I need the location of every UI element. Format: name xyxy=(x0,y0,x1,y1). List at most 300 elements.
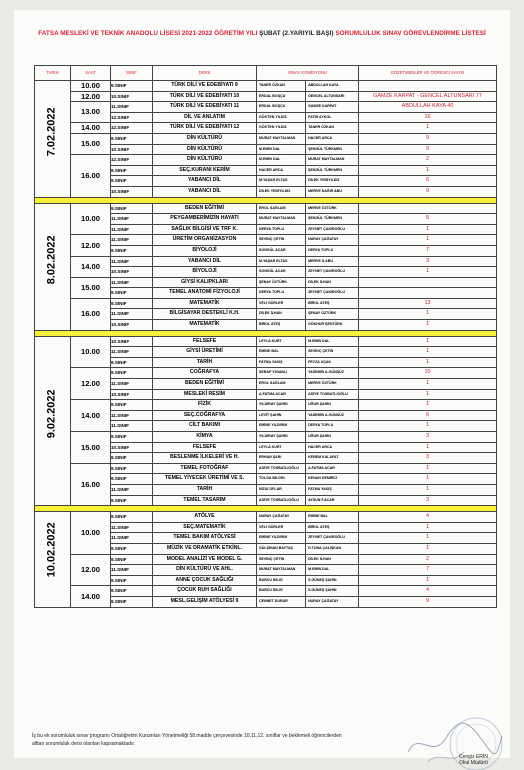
committee-member-2: GAMZE KARPAT xyxy=(308,104,337,109)
header-committee: SINAV KOMİSYONU xyxy=(257,66,359,81)
committee-member-2: FATİH AYKOL xyxy=(308,114,332,119)
header-class: SINIF xyxy=(111,66,153,81)
proctor-student-count: 1 xyxy=(359,336,497,347)
table-row xyxy=(35,203,497,214)
committee-members xyxy=(257,586,358,596)
subject-name: TEMEL BAKIM ATÖLYESİ xyxy=(153,533,257,544)
exam-time: 15.00 xyxy=(71,432,111,464)
proctor-student-count: 1 xyxy=(359,320,497,331)
exam-time: 15.00 xyxy=(71,133,111,154)
exam-schedule-table xyxy=(34,65,497,608)
subject-name: MODEL ANALİZİ VE MODEL G. xyxy=(153,554,257,565)
proctor-student-count: 1 xyxy=(359,474,497,485)
committee-member-1: LEYLA KURT xyxy=(257,443,306,453)
subject-name: SEÇ.MATEMATİK xyxy=(153,522,257,533)
proctor-student-count: 1 xyxy=(359,575,497,586)
proctor-student-count: 2 xyxy=(359,155,497,166)
subject-name: ATÖLYE xyxy=(153,512,257,523)
document-title xyxy=(14,30,510,37)
committee-cell xyxy=(257,320,359,331)
committee-cell xyxy=(257,389,359,400)
table-row xyxy=(35,586,497,597)
committee-cell xyxy=(257,565,359,576)
committee-member-2: TANER ÖZKAN xyxy=(308,125,334,130)
committee-members xyxy=(257,523,358,533)
table-row xyxy=(35,91,497,102)
subject-name: DİN KÜLTÜRÜ xyxy=(153,133,257,144)
proctor-student-count: 7 xyxy=(359,245,497,256)
committee-cell xyxy=(257,102,359,113)
header-proctors: GÖZETMENLER VE ÖĞRENCİ SAYISI xyxy=(359,66,497,81)
subject-name: TÜRK DİLİ VE EDEBİYATI 11 xyxy=(153,102,257,113)
committee-member-1: MURAT MAYTALMAN xyxy=(257,565,306,575)
committee-member-1: GÖKTEN YILDIZ xyxy=(257,123,306,133)
committee-member-2: FATMA YAKIŞ xyxy=(308,486,332,491)
table-row xyxy=(35,512,497,523)
committee-members xyxy=(257,145,358,155)
table-row xyxy=(35,432,497,443)
committee-members xyxy=(257,187,358,197)
committee-members xyxy=(257,565,358,575)
committee-member-1: EMİNE YILDIRIM xyxy=(257,533,306,543)
committee-cell xyxy=(257,421,359,432)
committee-member-1: BURCU BİLGİ xyxy=(257,576,306,586)
exam-time: 16.00 xyxy=(71,298,111,330)
committee-members xyxy=(257,411,358,421)
committee-member-1: EROL SAĞLAM xyxy=(257,379,306,389)
committee-cell xyxy=(257,453,359,464)
subject-name: GİYSİ ÜRETİMİ xyxy=(153,347,257,358)
class-level: 9.SINIF xyxy=(111,586,153,597)
committee-cell xyxy=(257,186,359,197)
committee-member-1: EMİNE BAL xyxy=(257,347,306,357)
header-date: TARİH xyxy=(35,66,71,81)
committee-member-1: DİLEK YEDİYILDIZ xyxy=(257,187,306,197)
committee-member-2: ASİYE TOSBATLIOĞLU xyxy=(308,391,348,396)
class-level: 9.SINIF xyxy=(111,554,153,565)
exam-date-cell xyxy=(35,512,71,607)
class-level: 10.SINIF xyxy=(111,186,153,197)
proctor-student-count: 13 xyxy=(359,298,497,309)
class-level: 9.SINIF xyxy=(111,176,153,187)
class-level: 9.SINIF xyxy=(111,81,153,92)
committee-member-1: M.EMİN DAL xyxy=(257,145,306,155)
committee-cell xyxy=(257,203,359,214)
committee-members xyxy=(257,512,358,522)
subject-name: DİN KÜLTÜRÜ VE AHL. xyxy=(153,565,257,576)
committee-cell xyxy=(257,112,359,123)
proctor-student-count: 1 xyxy=(359,357,497,368)
committee-members xyxy=(257,166,358,176)
subject-name: TEMEL TASARIM xyxy=(153,495,257,506)
committee-member-2: ABDULLAH KAYA xyxy=(308,83,339,87)
class-level: 11.SINIF xyxy=(111,347,153,358)
committee-cell xyxy=(257,235,359,246)
committee-cell xyxy=(257,214,359,225)
exam-time: 14.00 xyxy=(71,586,111,607)
proctor-student-count: GAMZE KARPAT - GENCEL ALTUNSARI 77 xyxy=(359,91,497,102)
class-level: 9.SINIF xyxy=(111,596,153,607)
committee-cell xyxy=(257,522,359,533)
committee-members xyxy=(257,337,358,347)
proctor-student-count: 5 xyxy=(359,214,497,225)
proctor-student-count: 1 xyxy=(359,463,497,474)
committee-member-1: YILDIRAY ŞAHİN xyxy=(257,400,306,410)
subject-name: CİLT BAKIMI xyxy=(153,421,257,432)
proctor-student-count: 1 xyxy=(359,442,497,453)
table-row xyxy=(35,123,497,134)
committee-members xyxy=(257,485,358,495)
committee-members xyxy=(257,278,358,288)
table-row xyxy=(35,81,497,92)
proctor-student-count: 1 xyxy=(359,543,497,554)
subject-name: MESL.GELİŞİM ATÖLYESİ 9 xyxy=(153,596,257,607)
exam-time: 12.00 xyxy=(71,554,111,586)
subject-name: FELSEFE xyxy=(153,442,257,453)
committee-cell xyxy=(257,554,359,565)
subject-name: DİL VE ANLATIM xyxy=(153,112,257,123)
committee-member-2: D.TUNA ÇALIŞKAN xyxy=(308,545,342,550)
exam-date: 9.02.2022 xyxy=(45,389,58,439)
committee-member-2: ŞENGÜL TÜRKMEN xyxy=(308,146,342,151)
committee-members xyxy=(257,155,358,165)
committee-cell xyxy=(257,543,359,554)
proctor-student-count: 4 xyxy=(359,586,497,597)
committee-member-1: M.EMİN DAL xyxy=(257,155,306,165)
subject-name: BİLGİSAYAR DESTEKLİ K.H. xyxy=(153,309,257,320)
class-level: 9.SINIF xyxy=(111,368,153,379)
proctor-student-count: 1 xyxy=(359,347,497,358)
subject-name: YABANCI DİL xyxy=(153,176,257,187)
committee-members xyxy=(257,299,358,309)
class-level: 11.SINIF xyxy=(111,224,153,235)
committee-member-1: ERDAL BOŞÇU xyxy=(257,102,306,112)
committee-member-1: VELİ GÜRLER xyxy=(257,299,306,309)
committee-cell xyxy=(257,442,359,453)
committee-cell xyxy=(257,596,359,607)
proctor-student-count: 10 xyxy=(359,368,497,379)
proctor-student-count: 9 xyxy=(359,186,497,197)
signer-name: Cengiz ERİN xyxy=(459,754,488,760)
proctor-student-count: 4 xyxy=(359,512,497,523)
committee-member-1: DİLEK İLHAN xyxy=(257,309,306,319)
committee-members xyxy=(257,533,358,543)
committee-member-2: EMİNE BAL xyxy=(308,514,328,519)
committee-cell xyxy=(257,533,359,544)
committee-member-2: ŞENGÜL TÜRKMEN xyxy=(308,216,342,221)
committee-members xyxy=(257,368,358,378)
committee-member-2: S.GÜNEŞ ŞAHİN xyxy=(308,577,337,582)
footer-note xyxy=(32,732,452,748)
subject-name: DİN KÜLTÜRÜ xyxy=(153,144,257,155)
table-row xyxy=(35,256,497,267)
committee-members xyxy=(257,544,358,554)
proctor-student-count: 1 xyxy=(359,400,497,411)
subject-name: FELSEFE xyxy=(153,336,257,347)
proctor-student-count xyxy=(359,288,497,299)
committee-member-1: ERHAN ŞARI xyxy=(257,453,306,463)
class-level: 9.SINIF xyxy=(111,543,153,554)
table-row xyxy=(35,102,497,113)
exam-time: 10.00 xyxy=(71,81,111,92)
committee-cell xyxy=(257,309,359,320)
committee-member-2: FEYZA UÇAK xyxy=(308,359,332,364)
table-row xyxy=(35,368,497,379)
committee-member-2: DİLEK İLHAN xyxy=(308,556,331,561)
class-level: 9.SINIF xyxy=(111,463,153,474)
subject-name: MATEMATİK xyxy=(153,298,257,309)
proctor-student-count: 7 xyxy=(359,565,497,576)
committee-member-2: DİLEK YEDİYILDIZ xyxy=(308,178,340,183)
committee-members xyxy=(257,225,358,235)
committee-member-2: SEVİNÇ ÇETİN xyxy=(308,349,334,354)
committee-member-1: LEYLA KURT xyxy=(257,337,306,347)
proctor-student-count: 9 xyxy=(359,596,497,607)
table-header-row xyxy=(35,66,497,81)
subject-name: YABANCI DİL xyxy=(153,256,257,267)
committee-member-2: ZEYNET ÇAKIROĞLU xyxy=(308,269,346,274)
committee-cell xyxy=(257,91,359,102)
table-row xyxy=(35,463,497,474)
exam-time: 16.00 xyxy=(71,155,111,197)
committee-members xyxy=(257,496,358,506)
committee-members xyxy=(257,320,358,330)
exam-time: 14.00 xyxy=(71,256,111,277)
committee-member-2: MERVE SAĞIR ABU xyxy=(308,188,342,193)
committee-cell xyxy=(257,165,359,176)
committee-member-2: BİROL ATEŞ xyxy=(308,524,330,529)
committee-cell xyxy=(257,176,359,187)
class-level: 9.SINIF xyxy=(111,400,153,411)
proctor-student-count: 1 xyxy=(359,267,497,278)
subject-name: SAĞLIK BİLGİSİ VE TRF K. xyxy=(153,224,257,235)
proctor-student-count xyxy=(359,81,497,92)
proctor-student-count: 1 xyxy=(359,235,497,246)
committee-members xyxy=(257,390,358,400)
committee-member-2: BİROL ATEŞ xyxy=(308,300,330,305)
proctor-student-count: 3 xyxy=(359,495,497,506)
subject-name: TEMEL ANATOMİ FİZYOLOJİ xyxy=(153,288,257,299)
proctor-student-count: 6 xyxy=(359,410,497,421)
subject-name: MÜZİK VE DRAMATİK ETKİNL. xyxy=(153,543,257,554)
committee-member-1: NİZAİ OFLAR xyxy=(257,485,306,495)
committee-member-2: UĞUR ŞAHİN xyxy=(308,434,331,438)
committee-members xyxy=(257,432,358,442)
proctor-student-count: 3 xyxy=(359,256,497,267)
committee-members xyxy=(257,267,358,277)
exam-time: 10.00 xyxy=(71,512,111,554)
footer-line-2: alttan sorumluluk dersi olanları kapsamaktadır. xyxy=(32,741,136,747)
class-level: 10.SINIF xyxy=(111,267,153,278)
committee-member-1: DERYA TOPLU xyxy=(257,288,306,298)
proctor-student-count xyxy=(359,203,497,214)
exam-date: 7.02.2022 xyxy=(45,107,58,157)
committee-member-1: SONGÜL ACAR xyxy=(257,246,306,256)
committee-cell xyxy=(257,357,359,368)
class-level: 10.SINIF xyxy=(111,91,153,102)
subject-name: MATEMATİK xyxy=(153,320,257,331)
committee-cell xyxy=(257,224,359,235)
subject-name: YABANCI DİL xyxy=(153,186,257,197)
class-level: 10.SINIF xyxy=(111,442,153,453)
exam-date-cell xyxy=(35,81,71,198)
committee-members xyxy=(257,474,358,484)
committee-member-2: GENCEL ALTUNSARI xyxy=(308,93,345,98)
committee-member-2: ZEYNET ÇAKIROĞLU xyxy=(308,535,346,540)
committee-member-1: ERDAL BOŞÇU xyxy=(257,92,306,102)
proctor-student-count: 1 xyxy=(359,522,497,533)
subject-name: TARİH xyxy=(153,357,257,368)
committee-members xyxy=(257,102,358,112)
proctor-student-count: 1 xyxy=(359,309,497,320)
subject-name: TÜRK DİLİ VE EDEBİYATI 9 xyxy=(153,81,257,92)
subject-name: TARİH xyxy=(153,484,257,495)
class-level: 9.SINIF xyxy=(111,432,153,443)
class-level: 11.SINIF xyxy=(111,410,153,421)
class-level: 9.SINIF xyxy=(111,245,153,256)
committee-cell xyxy=(257,347,359,358)
proctor-student-count: 1 xyxy=(359,533,497,544)
header-subject: DERS xyxy=(153,66,257,81)
subject-name: ÜRETİM ORGANİZASYON xyxy=(153,235,257,246)
committee-member-2: DERYA TOPLU xyxy=(308,423,334,428)
class-level: 12.SINIF xyxy=(111,155,153,166)
committee-cell xyxy=(257,288,359,299)
committee-cell xyxy=(257,144,359,155)
committee-member-2: GÖKHUR ŞENTÜRK xyxy=(308,322,343,327)
committee-member-1: NURAY ÇAĞATAY xyxy=(257,512,306,522)
class-level: 9.SINIF xyxy=(111,575,153,586)
exam-date: 8.02.2022 xyxy=(45,235,58,285)
proctor-student-count: 1 xyxy=(359,379,497,390)
committee-member-2: KENAN DEMİRCİ xyxy=(308,476,338,481)
subject-name: TÜRK DİLİ VE EDEBİYATI 12 xyxy=(153,123,257,134)
class-level: 9.SINIF xyxy=(111,357,153,368)
subject-name: SEÇ.COĞRAFYA xyxy=(153,410,257,421)
proctor-student-count: 16 xyxy=(359,112,497,123)
class-level: 9.SINIF xyxy=(111,495,153,506)
committee-member-1: MURAT MAYTALMAN xyxy=(257,214,306,224)
committee-member-1: SEVİNÇ ÇETİN xyxy=(257,235,306,245)
class-level: 10.SINIF xyxy=(111,389,153,400)
class-level: 11.SINIF xyxy=(111,379,153,390)
proctor-student-count: 1 xyxy=(359,389,497,400)
committee-members xyxy=(257,176,358,186)
committee-cell xyxy=(257,267,359,278)
committee-member-2: ŞENGÜL TÜRKMEN xyxy=(308,167,342,172)
class-level: 10.SINIF xyxy=(111,320,153,331)
committee-member-2: DERYA TOPLU xyxy=(308,247,334,252)
subject-name: BEDEN EĞİTİMİ xyxy=(153,379,257,390)
committee-member-2: NURAY ÇAĞATAY xyxy=(308,237,339,242)
exam-date: 10.02.2022 xyxy=(45,521,58,577)
signature-block xyxy=(459,754,488,766)
header-time: SAAT xyxy=(71,66,111,81)
exam-time: 15.00 xyxy=(71,277,111,298)
committee-member-2: ŞENAY ÖZTÜRK xyxy=(308,311,337,316)
table-row xyxy=(35,133,497,144)
exam-time: 16.00 xyxy=(71,463,111,505)
committee-cell xyxy=(257,379,359,390)
table-row xyxy=(35,336,497,347)
committee-member-2: AYSUN F.ACAR xyxy=(308,497,335,502)
committee-members xyxy=(257,81,358,91)
committee-member-1: YILDIRAY ŞAHİN xyxy=(257,432,306,442)
subject-name: BESLENME İLKELERİ VE H. xyxy=(153,453,257,464)
proctor-student-count: 3 xyxy=(359,453,497,464)
committee-cell xyxy=(257,432,359,443)
proctor-student-count: ABDULLAH KAYA 40 xyxy=(359,102,497,113)
class-level: 11.SINIF xyxy=(111,235,153,246)
committee-cell xyxy=(257,586,359,597)
committee-members xyxy=(257,235,358,245)
table-row xyxy=(35,155,497,166)
class-level: 9.SINIF xyxy=(111,165,153,176)
exam-time: 14.00 xyxy=(71,123,111,134)
committee-members xyxy=(257,555,358,565)
subject-name: COĞRAFYA xyxy=(153,368,257,379)
committee-member-2: S.GÜNEŞ ŞAHİN xyxy=(308,588,337,593)
subject-name: ANNE ÇOCUK SAĞLIĞI xyxy=(153,575,257,586)
signer-role: Okul Müdürü xyxy=(459,760,488,766)
committee-members xyxy=(257,576,358,586)
committee-member-1: GÖKTEN YILDIZ xyxy=(257,113,306,123)
exam-time: 10.00 xyxy=(71,203,111,235)
class-level: 11.SINIF xyxy=(111,256,153,267)
committee-member-2: A.FATMA ACAR xyxy=(308,465,335,470)
class-level: 11.SINIF xyxy=(111,214,153,225)
committee-member-2: MERVE ÖZTÜRK xyxy=(308,205,337,210)
committee-cell xyxy=(257,512,359,523)
committee-member-1: DERYA TOPLU xyxy=(257,225,306,235)
class-level: 11.SINIF xyxy=(111,277,153,288)
subject-name: BEDEN EĞİTİMİ xyxy=(153,203,257,214)
class-level: 9.SINIF xyxy=(111,133,153,144)
committee-members xyxy=(257,443,358,453)
committee-member-2: M.EMİN DAL xyxy=(308,338,330,343)
committee-member-1: EMİNE YILDIRIM xyxy=(257,421,306,431)
committee-cell xyxy=(257,155,359,166)
exam-time: 12.00 xyxy=(71,235,111,256)
subject-name: SEÇ.KURANI KERİM xyxy=(153,165,257,176)
class-level: 11.SINIF xyxy=(111,484,153,495)
committee-members xyxy=(257,347,358,357)
committee-members xyxy=(257,288,358,298)
exam-time: 12.00 xyxy=(71,368,111,400)
class-level: 11.SINIF xyxy=(111,421,153,432)
proctor-student-count: 6 xyxy=(359,176,497,187)
committee-member-1: TOLGA BİLGİN xyxy=(257,474,306,484)
committee-member-2: HACER ARCA xyxy=(308,444,333,449)
subject-name: KİMYA xyxy=(153,432,257,443)
committee-member-1: FATMA YAKIŞ xyxy=(257,358,306,368)
subject-name: TEMEL YİYECEK ÜRETİMİ VE S. xyxy=(153,474,257,485)
committee-member-2: KEREM KALAFAT xyxy=(308,455,339,460)
class-level: 10.SINIF xyxy=(111,336,153,347)
committee-members xyxy=(257,123,358,133)
committee-member-1: HACER ARCA xyxy=(257,166,306,176)
committee-cell xyxy=(257,410,359,421)
proctor-student-count: 3 xyxy=(359,432,497,443)
committee-member-2: YASEMİN A.GÜNDÜZ xyxy=(308,370,344,375)
proctor-student-count: 1 xyxy=(359,165,497,176)
committee-member-1: SERAP Y.İNANLI xyxy=(257,368,306,378)
committee-cell xyxy=(257,484,359,495)
committee-member-2: YASEMİN A.GÜNDÜZ xyxy=(308,412,344,417)
committee-member-2: ZEYNET ÇAKIROĞLU xyxy=(308,290,346,295)
committee-members xyxy=(257,257,358,267)
exam-time: 14.00 xyxy=(71,400,111,432)
